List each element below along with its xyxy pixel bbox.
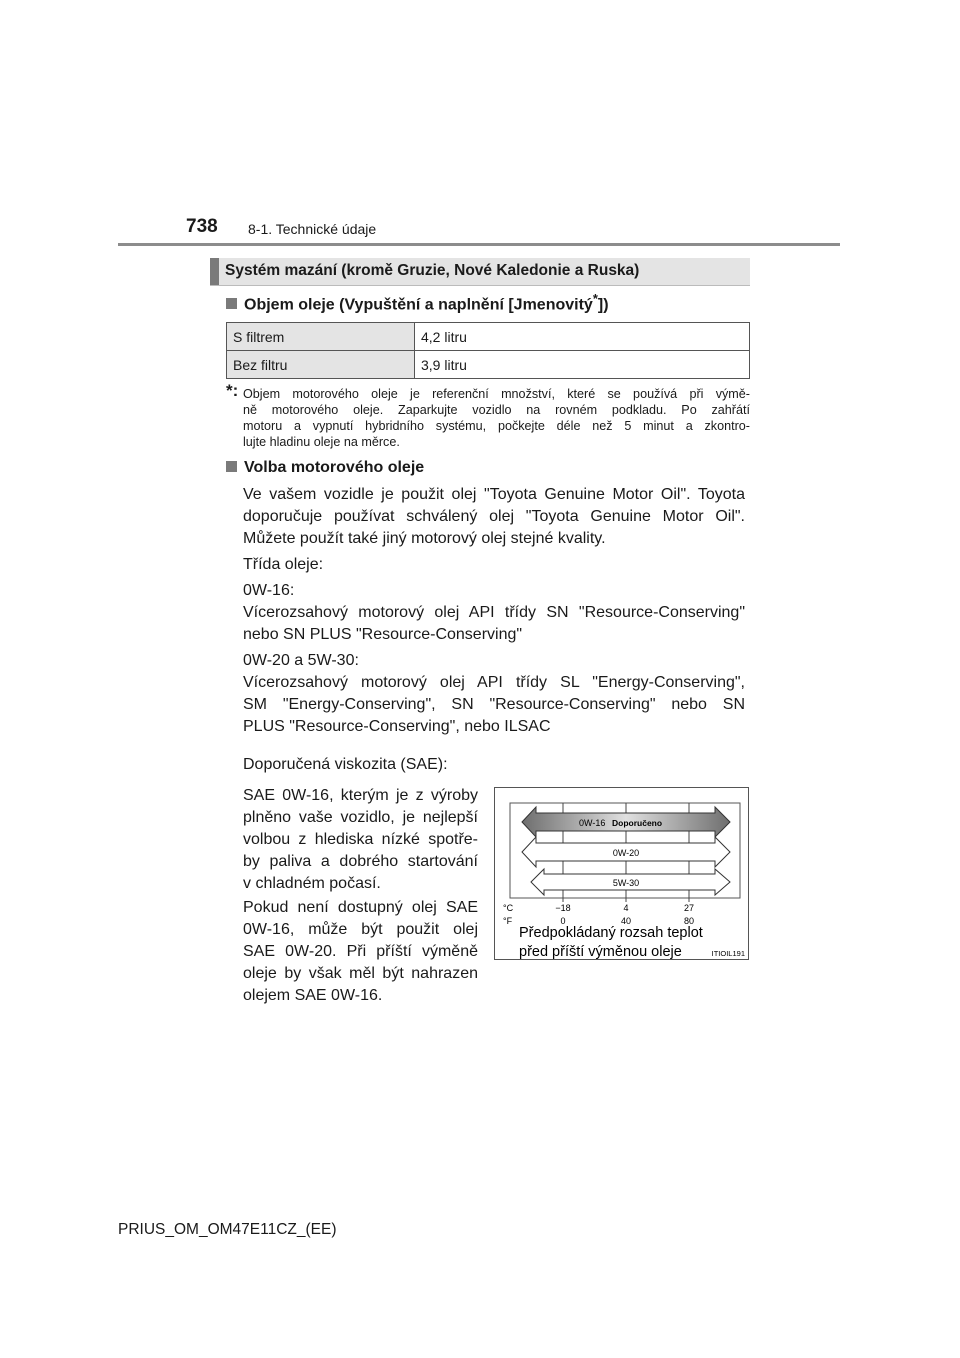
text-line: SAE 0W-16, kterým je z výroby <box>243 787 478 804</box>
section-banner <box>210 258 750 286</box>
fallback-paragraph <box>243 897 478 1007</box>
tick-f: 40 <box>620 916 632 926</box>
text-line: 0W-16, může být použit olej <box>243 921 478 938</box>
table-row <box>227 351 750 379</box>
footnote-line: Objem motorového oleje je referenční množství, které se používá při výmě- <box>243 387 750 401</box>
asterisk: * <box>592 291 598 306</box>
unit-f: °F <box>503 916 513 926</box>
tick-c: 4 <box>623 903 629 913</box>
square-bullet-icon <box>226 298 237 309</box>
text-line: Pokud není dostupný olej SAE <box>243 899 478 916</box>
text-line: oleje by však měl být nahrazen <box>243 965 478 982</box>
band-note: Doporučeno <box>612 818 663 828</box>
viscosity-diagram <box>494 787 749 960</box>
table-row <box>227 323 750 351</box>
grade2-block <box>243 650 745 738</box>
viscosity-paragraph <box>243 785 478 895</box>
row-label: Bez filtru <box>227 351 415 379</box>
intro-paragraph <box>243 484 745 550</box>
tick-c: −18 <box>555 903 571 913</box>
banner-bar <box>210 258 219 285</box>
unit-c: °C <box>503 903 514 913</box>
footer-code: PRIUS_OM_OM47E11CZ_(EE) <box>118 1221 337 1238</box>
grade-label: Třída oleje: <box>243 556 324 573</box>
viscosity-chart <box>495 788 748 959</box>
caption-line: Předpokládaný rozsah teplot <box>519 925 703 941</box>
text-line: Ve vašem vozidle je použit olej "Toyota Genuine Motor Oil". Toyota <box>243 486 745 503</box>
tick-f: 0 <box>560 916 566 926</box>
text-line: Můžete použít také jiný motorový olej stejné kvality. <box>243 530 606 547</box>
text-line: volbou z hlediska nízké spotře- <box>243 831 478 848</box>
text-line: plněno vaše vozidlo, je nejlepší <box>243 809 478 826</box>
heading-text: Objem oleje (Vypuštění a naplnění [Jmenovitý <box>244 296 593 314</box>
row-value: 4,2 litru <box>415 323 750 351</box>
tick-f: 80 <box>683 916 695 926</box>
row-label: S filtrem <box>227 323 415 351</box>
footnote-mark: *: <box>226 381 239 400</box>
footnote-line: ně motorového oleje. Zaparkujte vozidlo na rovném podkladu. Po zahřátí <box>243 403 750 417</box>
footnote-line: lujte hladinu oleje na měrce. <box>243 435 400 449</box>
section-title: Systém mazání (kromě Gruzie, Nové Kaledonie a Ruska) <box>225 262 640 279</box>
text-line: olejem SAE 0W-16. <box>243 987 383 1004</box>
band-label: 0W-16 <box>579 818 606 828</box>
oil-selection-heading <box>226 459 424 477</box>
footnote-line: motoru a vypnutí hybridního systému, počkejte déle než 5 minut a zkontro- <box>243 419 750 433</box>
row-value: 3,9 litru <box>415 351 750 379</box>
band-label: 0W-20 <box>612 848 640 858</box>
text-line: PLUS "Resource-Conserving", nebo ILSAC <box>243 718 551 735</box>
caption-line: před příští výměnou oleje <box>519 944 682 959</box>
heading-end: ]) <box>597 296 609 314</box>
text-line: SAE 0W-20. Při příští výměně <box>243 943 478 960</box>
text-line: nebo SN PLUS "Resource-Conserving" <box>243 626 523 643</box>
text-line: Vícerozsahový motorový olej API třídy SL "Energy-Conserving", <box>243 674 745 691</box>
tick-c: 27 <box>683 903 695 913</box>
page-number: 738 <box>186 216 218 237</box>
band-label: 5W-30 <box>612 878 640 888</box>
viscosity-label: Doporučená viskozita (SAE): <box>243 756 448 773</box>
oil-capacity-heading <box>226 291 609 314</box>
text-line: SM "Energy-Conserving", SN "Resource-Conserving" nebo SN <box>243 696 745 713</box>
text-line: Vícerozsahový motorový olej API třídy SN "Resource-Conserving" <box>243 604 745 621</box>
text-line: doporučuje používat schválený olej "Toyota Genuine Motor Oil". <box>243 508 745 525</box>
grade2-title: 0W-20 a 5W-30: <box>243 652 359 669</box>
footnote <box>226 381 750 450</box>
heading-text: Volba motorového oleje <box>244 459 425 476</box>
text-line: by paliva a dobrého startování <box>243 853 478 870</box>
grade1-title: 0W-16: <box>243 582 295 599</box>
figure-code: ITIOIL191 <box>711 949 745 958</box>
oil-capacity-table <box>226 322 750 379</box>
grade1-block <box>243 580 745 646</box>
header-rule <box>118 243 840 246</box>
square-bullet-icon <box>226 461 237 472</box>
chapter-title: 8-1. Technické údaje <box>248 221 377 237</box>
text-line: v chladném počasí. <box>243 875 381 892</box>
